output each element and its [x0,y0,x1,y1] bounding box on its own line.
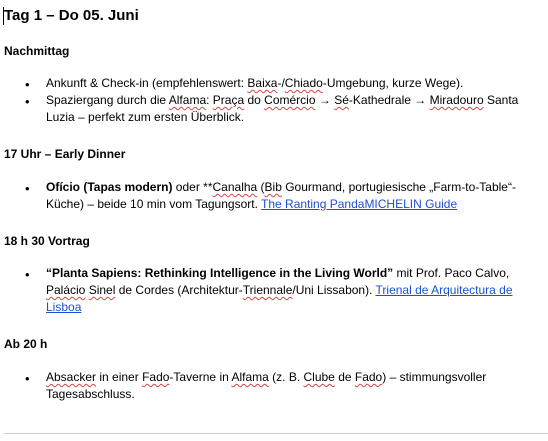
list-item [46,265,542,316]
bold-text: Ofício (Tapas modern) [46,180,173,194]
text-run: mit Prof. Paco Calvo, [393,266,510,280]
text-run: -Kathedrale → [348,93,430,107]
bullet-icon: • [25,371,30,386]
bullet-icon: • [25,181,30,196]
text-run: ( [257,180,265,194]
text-run: → [315,93,335,107]
misspelled-word[interactable]: Fado [142,370,170,384]
bold-text: “Planta Sapiens: Rethinking Intelligence in the Living World” [46,266,394,280]
text-run: de Cordes (Architektur- [115,283,243,297]
misspelled-word[interactable]: Miradouro [429,93,484,107]
misspelled-word[interactable]: Palácio [46,283,86,297]
section-heading-vortrag: 18 h 30 Vortrag [4,234,90,248]
misspelled-word[interactable]: Praça [212,93,245,107]
text-run: : [206,93,213,107]
misspelled-word[interactable]: Absacker [46,370,97,384]
guide-link[interactable]: The Ranting PandaMICHELIN Guide [261,197,458,211]
misspelled-word[interactable]: Canalha [212,180,258,194]
section-heading-dinner: 17 Uhr – Early Dinner [4,147,126,161]
text-run: ) – stimmungsvoller Tagesabschluss. [46,370,487,401]
page-title: Tag 1 – Do 05. Juni [4,7,139,24]
text-run: in einer [96,370,143,384]
page-divider [4,433,548,434]
section-heading-abend: Ab 20 h [4,337,48,351]
list-item [46,92,542,126]
text-run: -Taverne in [169,370,232,384]
misspelled-word[interactable]: Fado [354,370,383,384]
misspelled-word[interactable]: Chiado [284,76,323,90]
list-item [46,75,542,92]
trienal-link[interactable]: Trienal de Arquitectura de Lisboa [46,283,513,314]
text-run: de [334,370,355,384]
text-run: Gourmand, portugiesische „Farm-to-Table“-Küche) – beide 10 min vom Tagungsort. [46,180,516,211]
text-run: Santa Luzia – perfekt zum ersten Überblick. [46,93,519,124]
text-run: oder ** [172,180,213,194]
text-run: (z. B. [268,370,304,384]
misspelled-word[interactable]: Comércio [264,93,316,107]
bullet-icon: • [25,267,30,282]
misspelled-word[interactable]: Baixa [247,76,278,90]
bullet-icon: • [25,77,30,92]
misspelled-word[interactable]: Alfama [231,370,269,384]
text-run: do [244,93,265,107]
text-run: Spaziergang durch die [46,93,169,107]
misspelled-word[interactable]: Bib [264,180,282,194]
text-run: -/ [277,76,285,90]
text-run: /Uni Lissabon). [292,283,376,297]
list-item [46,369,542,403]
section-heading-nachmittag: Nachmittag [4,44,70,58]
misspelled-word[interactable]: Alfama [168,93,207,107]
list-item [46,179,542,213]
misspelled-word[interactable]: Clube [303,370,335,384]
text-run: -Umgebung, kurze Wege). [322,76,464,90]
misspelled-word[interactable]: Triennale [242,283,293,297]
bullet-icon: • [25,94,30,109]
misspelled-word[interactable]: Sé [334,93,349,107]
misspelled-word[interactable]: Sinel [88,283,116,297]
text-run: Ankunft & Check-in (empfehlenswert: [46,76,248,90]
